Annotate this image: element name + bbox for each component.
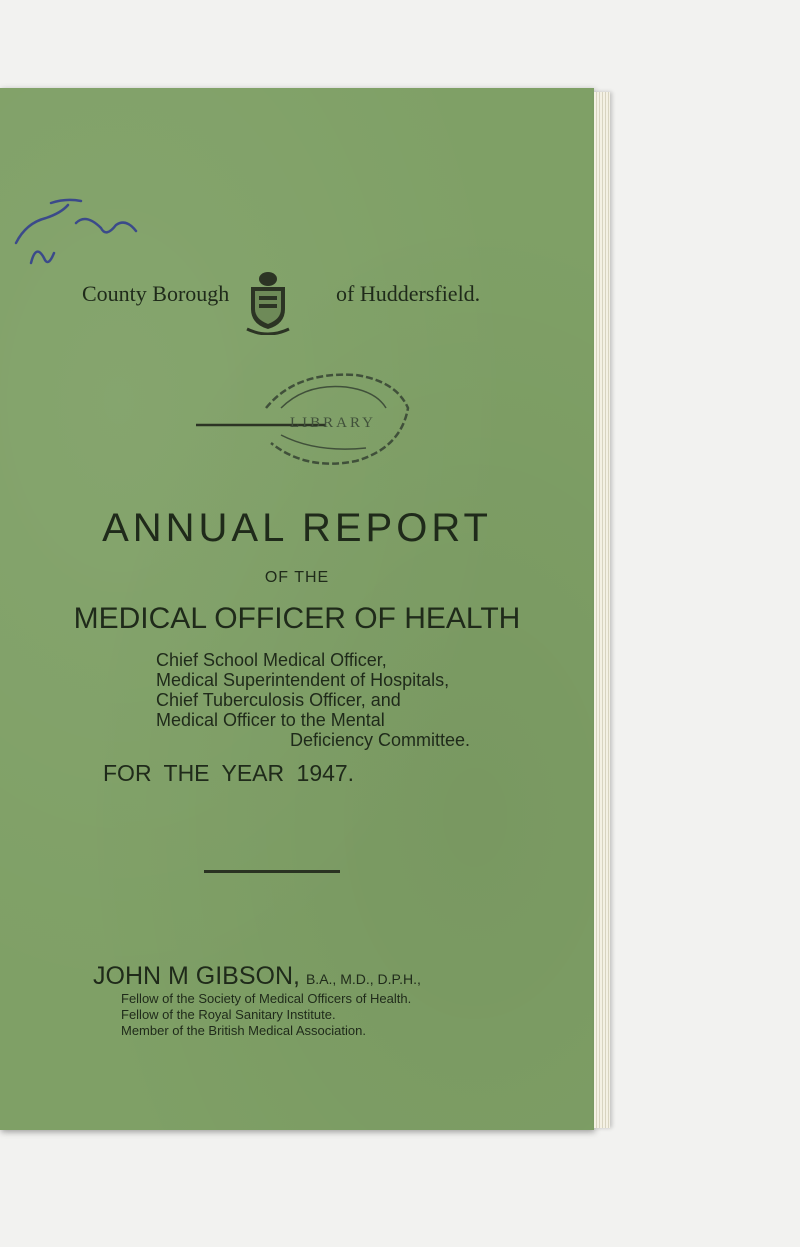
divider-rule [204,870,340,873]
page-edge [594,92,610,1128]
huddersfield-text: of Huddersfield. [336,281,481,306]
county-borough-text: County Borough [82,281,230,306]
role-line: Chief School Medical Officer, [156,650,387,670]
fellowship-line: Fellow of the Royal Sanitary Institute. [121,1007,336,1022]
author-name: JOHN M GIBSON, [93,962,300,990]
role-line: Medical Officer to the Mental [156,710,385,730]
stamp-text: LIBRARY [290,415,377,431]
author-degrees: B.A., M.D., D.P.H., [305,971,421,987]
role-line: Medical Superintendent of Hospitals, [156,670,450,690]
handwritten-library-mark [6,183,156,278]
fellowships-list [121,991,411,1039]
fellowship-line: Member of the British Medical Association. [121,1023,366,1038]
report-year: FOR THE YEAR 1947. [103,760,355,786]
of-the-text: OF THE [264,569,330,586]
roles-list [156,650,576,750]
borough-crest-icon [245,269,291,335]
library-stamp [196,363,416,478]
role-line: Deficiency Committee. [290,730,471,750]
office-title: MEDICAL OFFICER OF HEALTH [73,602,521,635]
author-line [93,962,421,991]
fellowship-line: Fellow of the Society of Medical Officers of Health. [121,991,412,1006]
role-line: Chief Tuberculosis Officer, and [156,690,401,710]
report-cover [0,88,594,1130]
report-title: ANNUAL REPORT [102,506,492,550]
